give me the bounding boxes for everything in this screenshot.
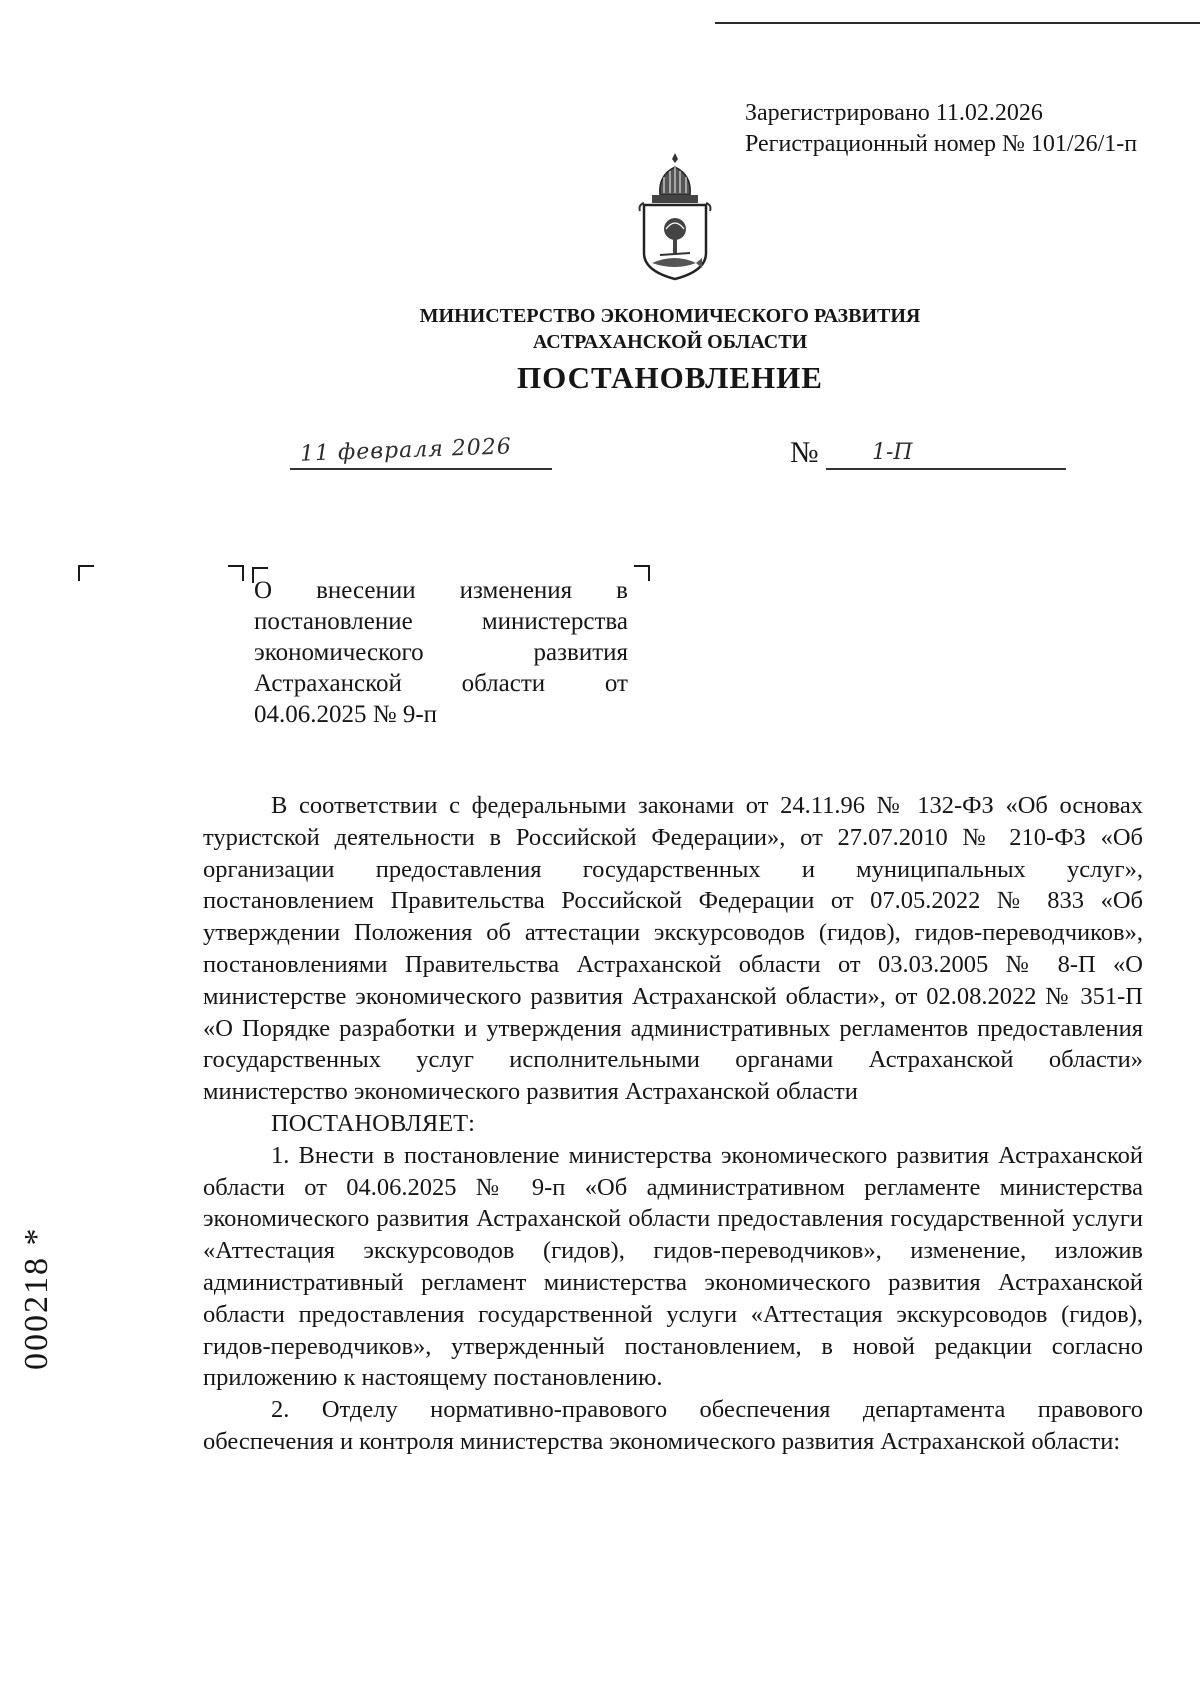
item-2-paragraph: 2. Отделу нормативно-правового обеспечения департамента правового обеспечения и контроля министерства экономического развития Астраханской области:	[203, 1396, 1143, 1455]
document-type-title: ПОСТАНОВЛЕНИЕ	[517, 360, 823, 395]
ministry-line-2: АСТРАХАНСКОЙ ОБЛАСТИ	[532, 331, 808, 353]
corner-mark	[78, 565, 94, 581]
registration-date: Зарегистрировано 11.02.2026	[745, 100, 1043, 126]
corner-mark	[228, 565, 244, 581]
corner-mark	[634, 565, 650, 581]
archive-number-stamp: 000218 *	[18, 1226, 55, 1370]
coat-of-arms-icon	[630, 145, 720, 285]
registration-stamp	[745, 98, 1137, 160]
handwritten-date: 11 февраля 2026	[299, 434, 513, 467]
document-subject: О внесении изменения в постановление министерства экономического развития Астраханской области от 04.06.2025 № 9-п	[254, 577, 628, 728]
handwritten-number: 1-П	[872, 440, 913, 465]
number-underline	[826, 430, 1066, 470]
ministry-line-1: МИНИСТЕРСТВО ЭКОНОМИЧЕСКОГО РАЗВИТИЯ	[419, 305, 921, 327]
document-body	[203, 790, 1143, 1458]
registration-number: Регистрационный номер № 101/26/1-п	[745, 131, 1138, 157]
ministry-heading	[300, 303, 1040, 355]
preamble-paragraph: В соответствии с федеральными законами от 24.11.96 № 132-ФЗ «Об основах туристской деятельности в Российской Федерации», от 27.07.2010 № 210-ФЗ «Об организации предоставления государственных и муниципальных услуг», постановлением Правительства Российской Федерации от 07.05.2022 № 833 «Об утверждении Положения об аттестации экскурсоводов (гидов), гидов-переводчиков», постановлениями Правительства Астраханской области от 03.03.2005 № 8-П «О министерстве экономического развития Астраханской области», от 02.08.2022 № 351-П «О Порядке разработки и утверждения административных регламентов предоставления государственных услуг исполнительными органами Астраханской области» министерство экономического развития Астраханской области	[203, 792, 1143, 1106]
resolves-line: ПОСТАНОВЛЯЕТ:	[271, 1109, 475, 1137]
scan-edge-line	[715, 22, 1200, 24]
item-1-paragraph: 1. Внести в постановление министерства экономического развития Астраханской области от 04.06.2025 № 9-п «Об административном регламенте министерства экономического развития Астраханской области предоставления государственной услуги «Аттестация экскурсоводов (гидов), гидов-переводчиков», изменение, изложив административный регламент министерства экономического развития Астраханской области предоставления государственной услуги «Аттестация экскурсоводов (гидов), гидов-переводчиков», утвержденный постановлением, в новой редакции согласно приложению к настоящему постановлению.	[203, 1141, 1143, 1392]
number-label: №	[790, 436, 819, 469]
